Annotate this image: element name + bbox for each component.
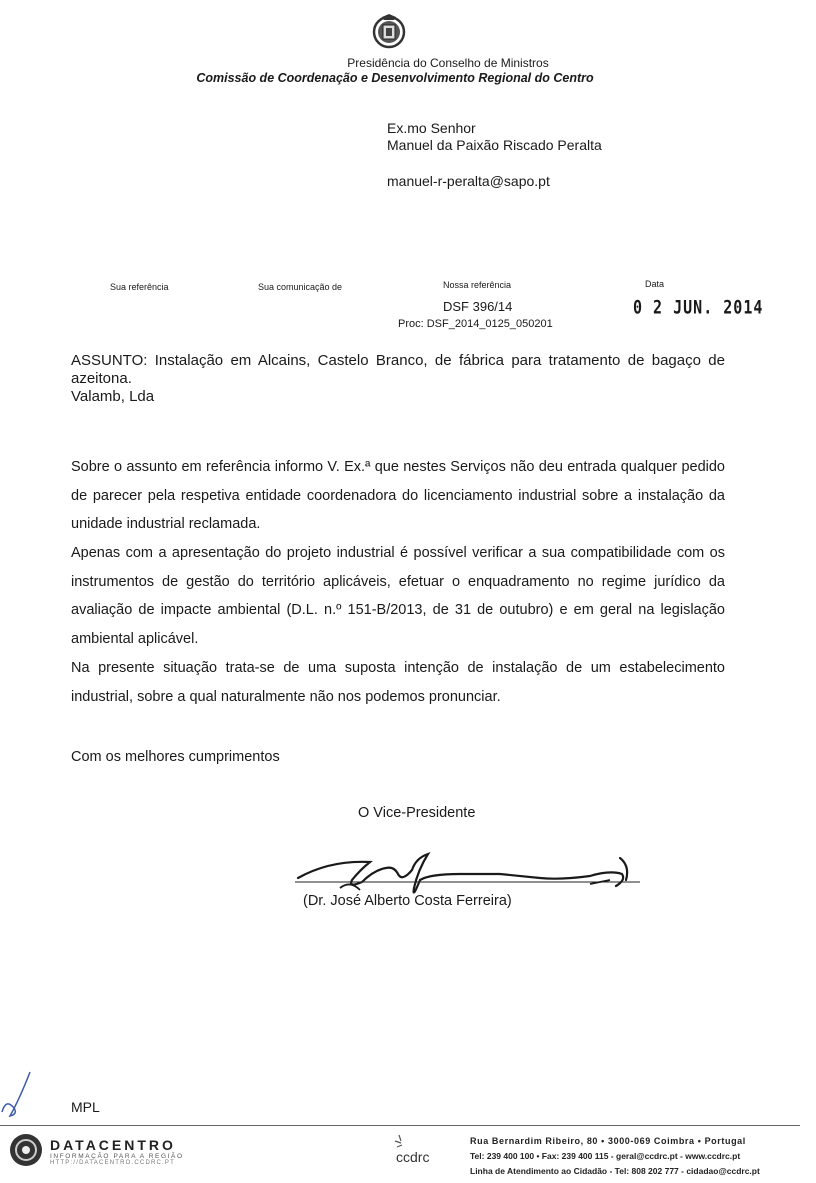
datacentro-logo-icon (8, 1132, 44, 1168)
commission-name: Comissão de Coordenação e Desenvolvimento Regional do Centro (196, 71, 594, 85)
ministry-name: Presidência do Conselho de Ministros (347, 56, 549, 70)
signatory-name: (Dr. José Alberto Costa Ferreira) (303, 893, 512, 909)
datacentro-title: DATACENTRO (50, 1137, 176, 1153)
signatory-title: O Vice-Presidente (358, 805, 476, 821)
footer-address: Rua Bernardim Ribeiro, 80 • 3000-069 Coimbra • Portugal (470, 1136, 746, 1146)
datacentro-subtitle: INFORMAÇÃO PARA A REGIÃO (50, 1153, 184, 1160)
body-paragraph-1: Sobre o assunto em referência informo V. Ex.ª que nestes Serviços não deu entrada qualquer pedido de parecer pela respetiva entidade coordenadora do licenciamento industrial sobre a instalação da unidade industrial reclamada. (71, 459, 725, 532)
footer-contacts (470, 1134, 786, 1179)
subject (71, 352, 725, 406)
initials: MPL (71, 1099, 100, 1115)
your-communication-label: Sua comunicação de (258, 282, 343, 292)
footer-phone-email: Tel: 239 400 100 • Fax: 239 400 115 - geral@ccdrc.pt - www.ccdrc.pt (470, 1151, 741, 1161)
body-paragraph-2: Apenas com a apresentação do projeto industrial é possível verificar a sua compatibilidade com os instrumentos de gestão do território aplicáveis, efetuar o enquadramento no regime jurídico da avaliação de impacte ambiental (D.L. n.º 151-B/2013, de 31 de outubro) e em geral na legislação ambiental aplicável. (71, 545, 725, 647)
your-reference-label: Sua referência (110, 282, 169, 292)
coat-of-arms-icon (372, 12, 406, 52)
subject-line: ASSUNTO: Instalação em Alcains, Castelo Branco, de fábrica para tratamento de bagaço de azeitona. (71, 352, 725, 387)
date-label: Data (645, 279, 665, 289)
recipient-salutation: Ex.mo Senhor (387, 120, 476, 136)
recipient-name: Manuel da Paixão Riscado Peralta (387, 137, 602, 153)
body-paragraph-3: Na presente situação trata-se de uma suposta intenção de instalação de um estabelecimento industrial, sobre a qual naturalmente não nos podemos pronunciar. (71, 660, 725, 705)
datacentro-brand (50, 1137, 184, 1166)
datacentro-url: HTTP://DATACENTRO.CCDRC.PT (50, 1160, 175, 1166)
process-number: Proc: DSF_2014_0125_050201 (398, 318, 553, 330)
our-reference-value: DSF 396/14 (443, 299, 513, 314)
ccdrc-name: ccdrc (396, 1149, 430, 1165)
date-stamp: 0 2 JUN. 2014 (633, 296, 764, 319)
subject-company: Valamb, Lda (71, 388, 155, 405)
recipient-email: manuel-r-peralta@sapo.pt (387, 173, 550, 189)
closing: Com os melhores cumprimentos (71, 749, 280, 765)
footer-helpline: Linha de Atendimento ao Cidadão - Tel: 808 202 777 - cidadao@ccdrc.pt (470, 1166, 760, 1176)
footer-divider (0, 1125, 800, 1126)
our-reference-label: Nossa referência (443, 280, 512, 290)
margin-initial-mark (0, 1068, 40, 1118)
